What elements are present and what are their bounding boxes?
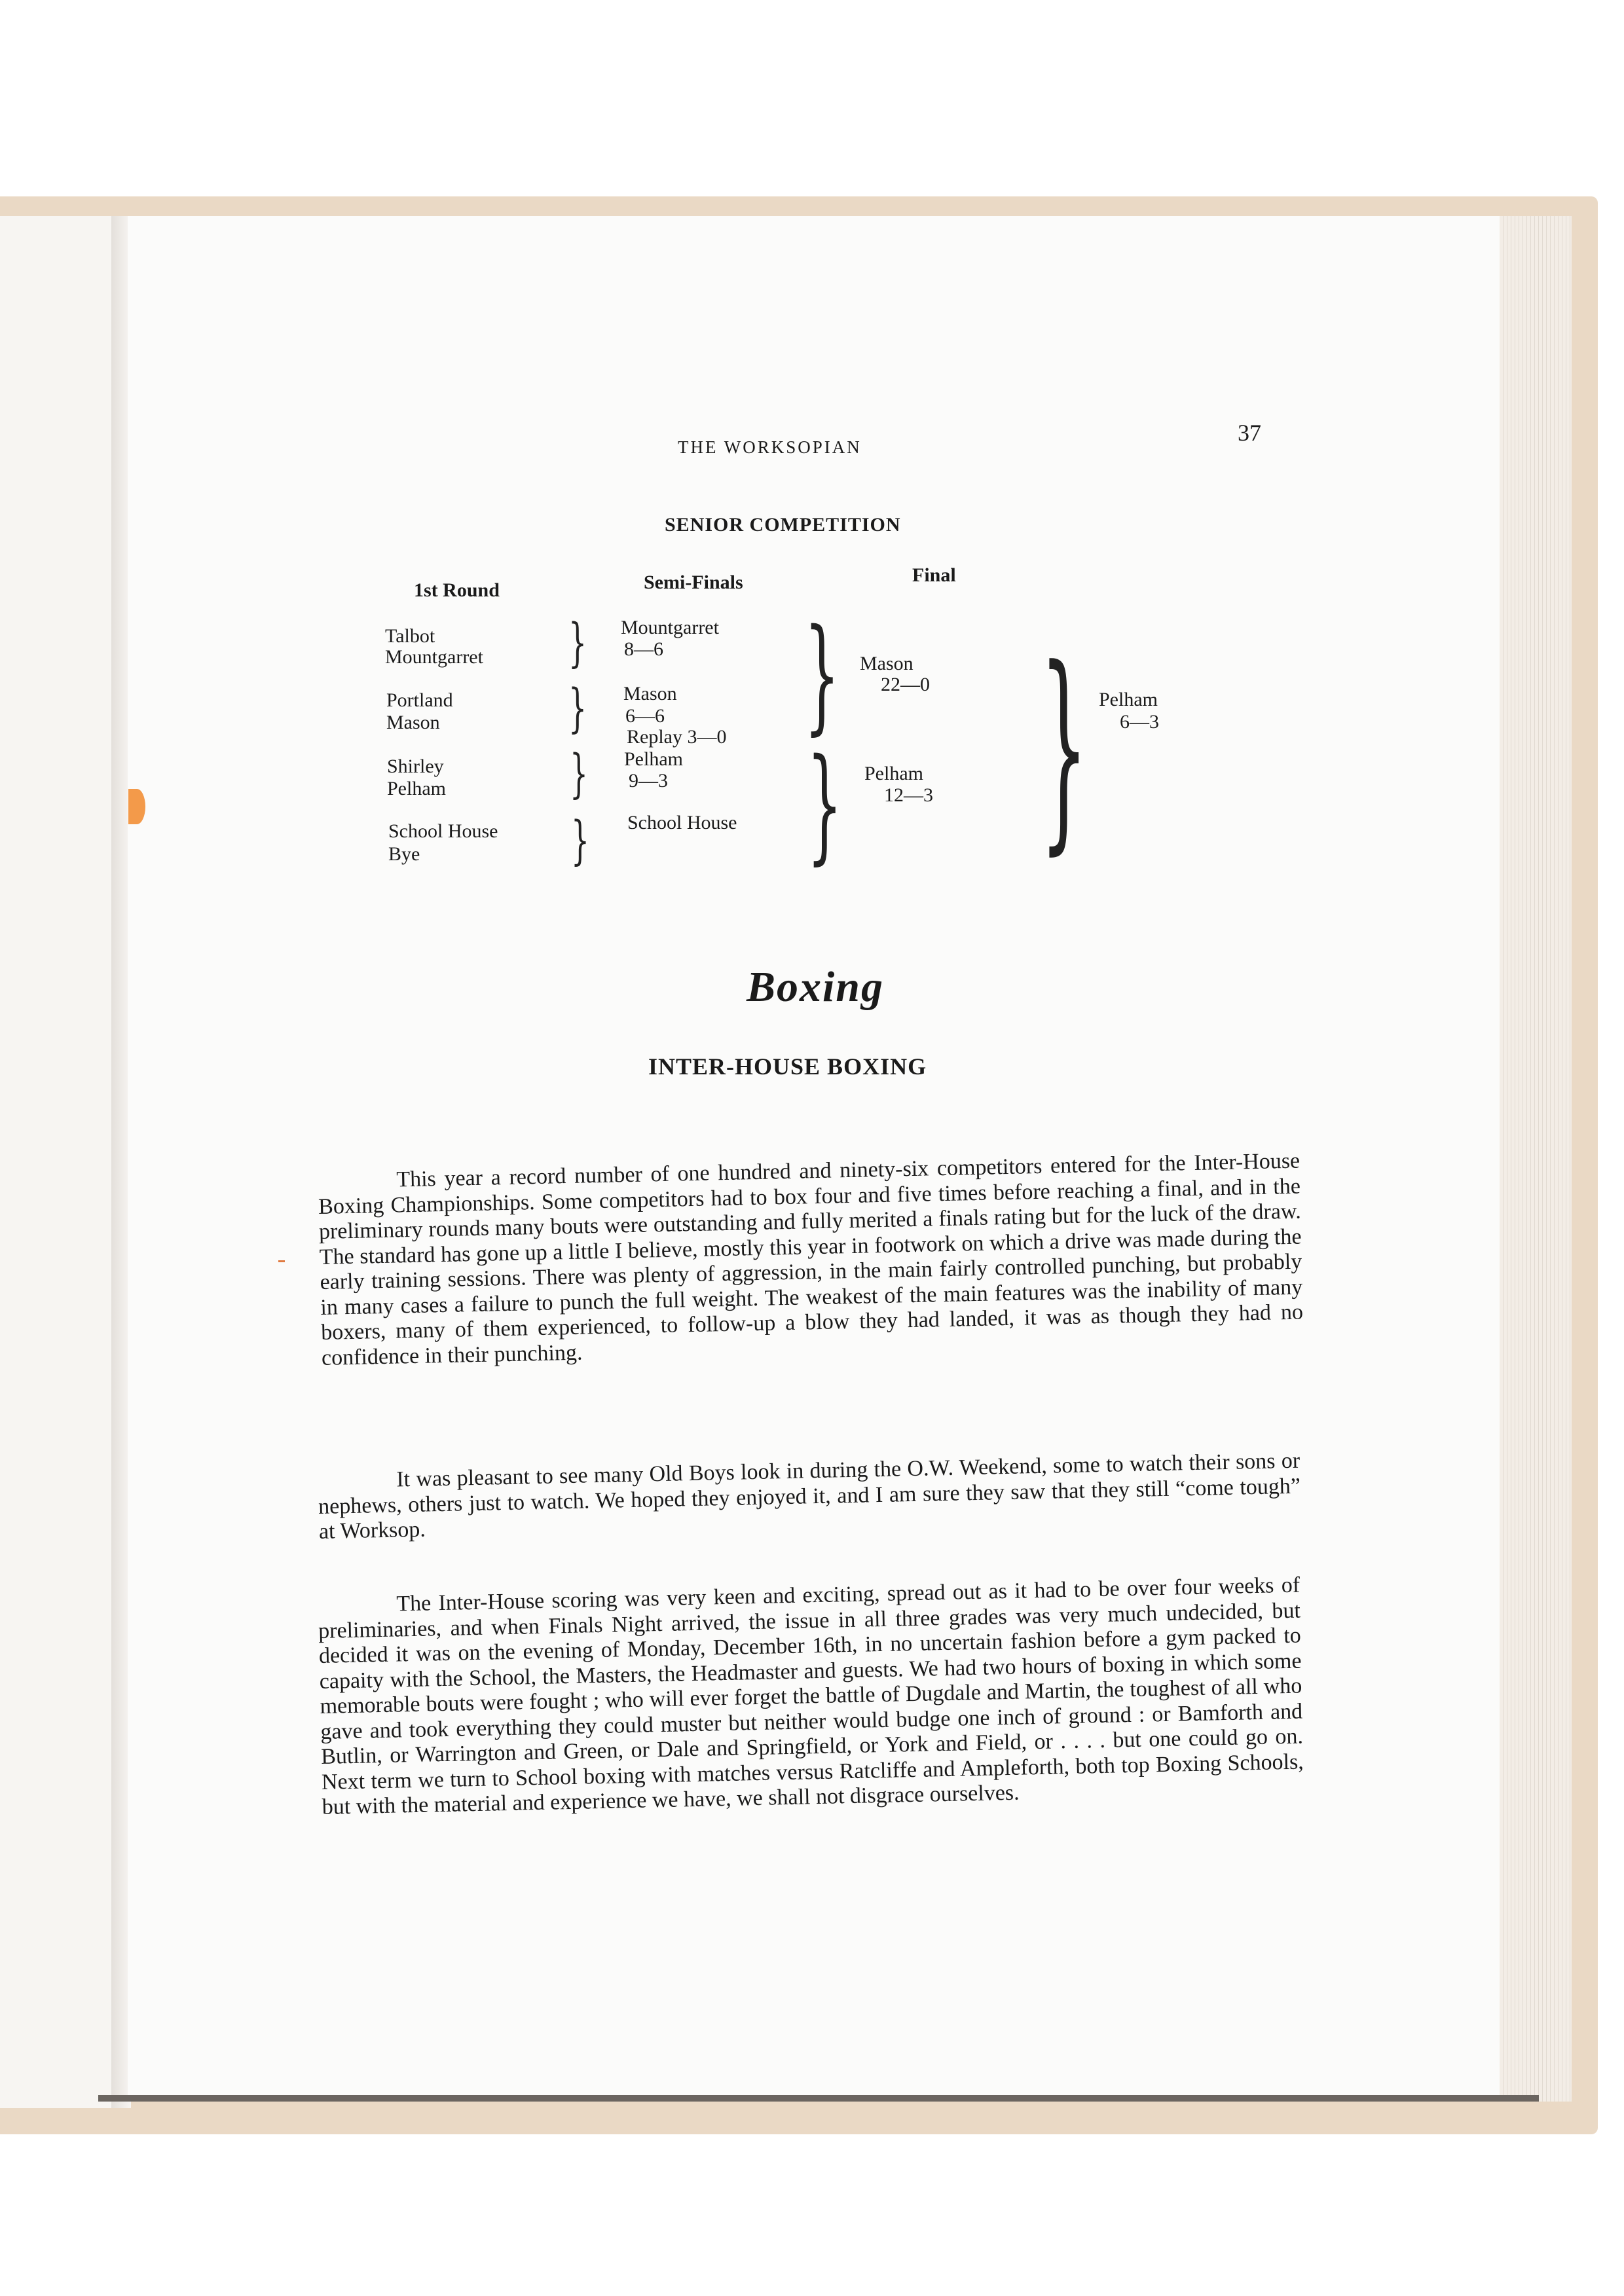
subsection-title: INTER-HOUSE BOXING bbox=[648, 1053, 927, 1080]
left-page bbox=[0, 216, 118, 2108]
body-paragraph: This year a record number of one hundred and ninety-six competitors entered for the Inter-House Boxing Championships. Some competitors had to box four and five times before reaching a final, and in the preliminary rounds many bouts were outstanding and fully merited a finals rating but for the luck of the draw. The standard has gone up a little I believe, mostly this year in footwork on which a drive was made during the early training sessions. There was plenty of aggression, in the main fairly controlled punching, but probably in many cases a failure to punch the full weight. The weakest of the main features was the inability of many boxers, many of them experienced, to follow-up a blow they had landed, it was as though they had no confidence in their punching. bbox=[318, 1148, 1304, 1370]
first-round-team: School House bbox=[388, 820, 498, 842]
final-score: 12—3 bbox=[884, 784, 933, 806]
first-round-team: Bye bbox=[388, 843, 420, 865]
orange-stain bbox=[128, 789, 145, 824]
bracket-brace: } bbox=[568, 612, 587, 673]
first-round-team: Portland bbox=[386, 689, 453, 711]
semi-final-winner: Pelham bbox=[624, 748, 683, 770]
column-header-final: Final bbox=[912, 564, 956, 586]
first-round-team: Mountgarret bbox=[385, 646, 483, 668]
section-title bbox=[0, 962, 1624, 1012]
first-round-team: Mason bbox=[386, 712, 440, 733]
semi-final-replay: Replay 3—0 bbox=[627, 726, 727, 748]
first-round-team: Talbot bbox=[385, 625, 435, 647]
column-header-first-round: 1st Round bbox=[414, 579, 500, 601]
semi-final-score: 6—6 bbox=[625, 705, 665, 727]
bracket-title: SENIOR COMPETITION bbox=[665, 514, 901, 536]
first-round-team: Shirley bbox=[387, 756, 444, 777]
semi-final-score: 9—3 bbox=[629, 770, 668, 792]
final-winner: Mason bbox=[860, 653, 913, 674]
page-bottom-shadow bbox=[98, 2095, 1539, 2102]
bracket-brace: } bbox=[807, 732, 843, 877]
page-edges bbox=[1500, 216, 1572, 2102]
semi-final-score: 8—6 bbox=[624, 638, 663, 660]
page-number: 37 bbox=[1238, 420, 1261, 446]
final-score: 22—0 bbox=[881, 674, 930, 695]
champion-winner: Pelham bbox=[1099, 689, 1158, 710]
bracket-brace: } bbox=[570, 743, 588, 804]
bracket-brace: } bbox=[571, 810, 589, 871]
semi-final-winner: Mountgarret bbox=[621, 617, 719, 638]
section-title-text: Boxing bbox=[746, 963, 885, 1011]
champion-score: 6—3 bbox=[1120, 711, 1159, 733]
bracket-brace: } bbox=[568, 678, 587, 738]
body-paragraph: It was pleasant to see many Old Boys look in during the O.W. Weekend, some to watch their sons or nephews, others just to watch. We hoped they enjoyed it, and I am sure they saw that they still “come tough” at Worksop. bbox=[318, 1448, 1301, 1544]
body-paragraph: The Inter-House scoring was very keen and exciting, spread out as it had to be over four weeks of preliminaries, and when Finals Night arrived, the issue in all three grades was very much undecided, but decided it was on the evening of Monday, December 16th, in no uncertain fashion before a gym packed to capaity with the School, the Masters, the Headmaster and guests. We had two hours of boxing in which some memorable bouts were fought ; who will ever forget the battle of Dugdale and Martin, the toughest of all who gave and took everything they could muster but neither would budge one inch of ground : or Bamforth and Butlin, or Warrington and Green, or Dale and Springfield, or York and Field, or . . . . but one could go on. Next term we turn to School boxing with matches versus Ratcliffe and Ampleforth, both top Boxing Schools, but with the material and experience we have, we shall not disgrace ourselves. bbox=[318, 1573, 1304, 1819]
semi-final-winner: School House bbox=[627, 812, 737, 833]
first-round-team: Pelham bbox=[387, 778, 446, 799]
column-header-semi-finals: Semi-Finals bbox=[644, 572, 743, 593]
margin-mark bbox=[278, 1260, 285, 1262]
running-head: THE WORKSOPIAN bbox=[678, 437, 862, 457]
bracket-brace: } bbox=[1040, 622, 1088, 873]
semi-final-winner: Mason bbox=[623, 683, 677, 704]
bracket-brace: } bbox=[804, 602, 840, 747]
final-winner: Pelham bbox=[864, 763, 923, 784]
